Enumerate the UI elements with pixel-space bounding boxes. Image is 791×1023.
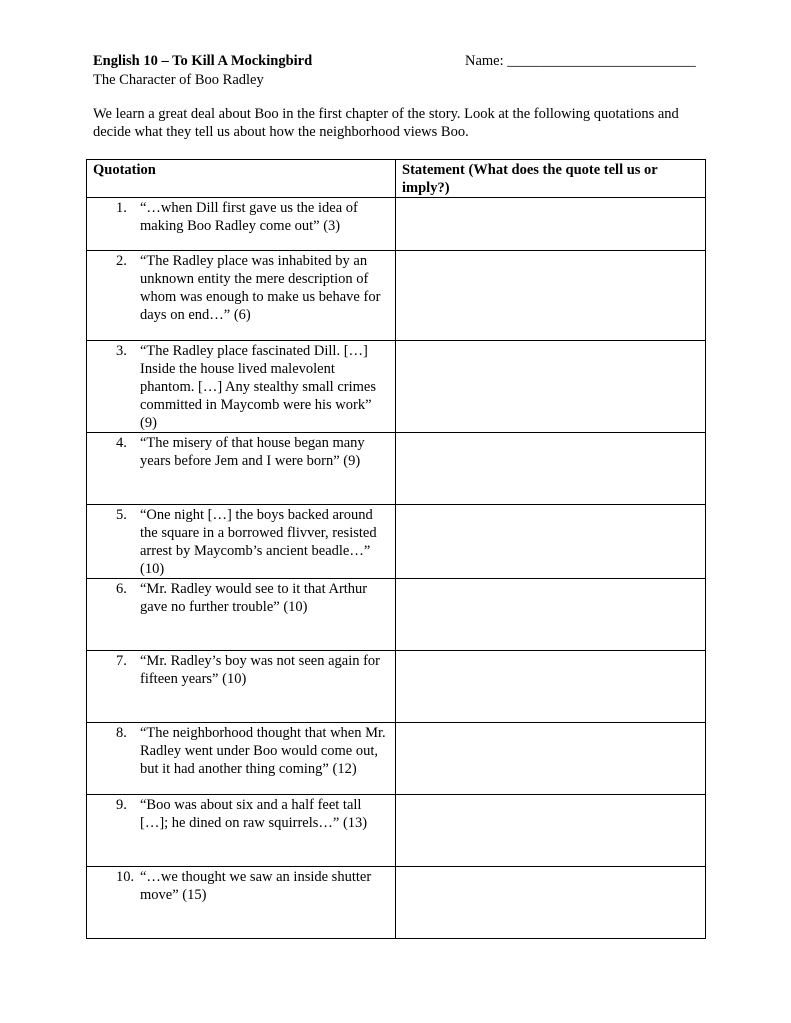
quotation-cell (87, 251, 396, 341)
statement-cell[interactable] (396, 867, 706, 939)
table-row (87, 198, 706, 251)
worksheet-subtitle: The Character of Boo Radley (93, 72, 264, 88)
quotation-text: “Mr. Radley would see to it that Arthur gave no further trouble” (10) (140, 581, 368, 615)
quotation-cell (87, 723, 396, 795)
quotation-column-header: Quotation (87, 160, 396, 198)
quotation-text: “Mr. Radley’s boy was not seen again for fifteen years” (10) (140, 653, 381, 687)
quotation-number: 10. (116, 869, 135, 885)
quotation-cell (87, 341, 396, 433)
statement-cell[interactable] (396, 505, 706, 579)
table-row (87, 651, 706, 723)
quotation-number: 9. (116, 797, 127, 813)
quotation-cell (87, 795, 396, 867)
quotation-cell (87, 198, 396, 251)
quotation-text: “The Radley place fascinated Dill. […] Inside the house lived malevolent phantom. […] Any stealthy small crimes committed in Maycomb were his work” (9) (140, 343, 376, 431)
instructions-paragraph: We learn a great deal about Boo in the first chapter of the story. Look at the following quotations and decide what they tell us about how the neighborhood views Boo. (93, 106, 679, 140)
quotation-cell (87, 505, 396, 579)
quotation-text: “The misery of that house began many years before Jem and I were born” (9) (140, 435, 365, 469)
statement-cell[interactable] (396, 433, 706, 505)
quotation-number: 6. (116, 581, 127, 597)
table-row (87, 505, 706, 579)
table-header-row (87, 160, 706, 198)
quotation-table (86, 159, 706, 939)
document-header (93, 52, 312, 90)
table-row (87, 795, 706, 867)
quotation-number: 2. (116, 253, 127, 269)
quotation-number: 3. (116, 343, 127, 359)
table-row (87, 251, 706, 341)
quotation-number: 5. (116, 507, 127, 523)
statement-cell[interactable] (396, 651, 706, 723)
quotation-text: “One night […] the boys backed around the square in a borrowed flivver, resisted arrest by Maycomb’s ancient beadle…” (10) (140, 507, 377, 577)
table-row (87, 723, 706, 795)
table-row (87, 341, 706, 433)
course-title: English 10 – To Kill A Mockingbird (93, 53, 313, 69)
quotation-number: 8. (116, 725, 127, 741)
quotation-cell (87, 651, 396, 723)
statement-cell[interactable] (396, 723, 706, 795)
quotation-cell (87, 433, 396, 505)
statement-column-header: Statement (What does the quote tell us or imply?) (396, 160, 706, 198)
statement-cell[interactable] (396, 198, 706, 251)
statement-cell[interactable] (396, 251, 706, 341)
table-row (87, 433, 706, 505)
quotation-text: “…we thought we saw an inside shutter move” (15) (140, 869, 372, 903)
statement-cell[interactable] (396, 341, 706, 433)
quotation-cell (87, 867, 396, 939)
quotation-cell (87, 579, 396, 651)
quotation-number: 1. (116, 200, 127, 216)
quotation-text: “The Radley place was inhabited by an unknown entity the mere description of whom was enough to make us behave for days on end…” (6) (140, 253, 381, 323)
quotation-text: “…when Dill first gave us the idea of making Boo Radley come out” (3) (140, 200, 358, 234)
table-row (87, 579, 706, 651)
quotation-number: 4. (116, 435, 127, 451)
quotation-text: “Boo was about six and a half feet tall […]; he dined on raw squirrels…” (13) (140, 797, 368, 831)
table-row (87, 867, 706, 939)
quotation-text: “The neighborhood thought that when Mr. Radley went under Boo would come out, but it had another thing coming” (12) (140, 725, 386, 777)
quotation-number: 7. (116, 653, 127, 669)
statement-cell[interactable] (396, 579, 706, 651)
statement-cell[interactable] (396, 795, 706, 867)
name-field[interactable]: Name: __________________________ (465, 53, 696, 69)
